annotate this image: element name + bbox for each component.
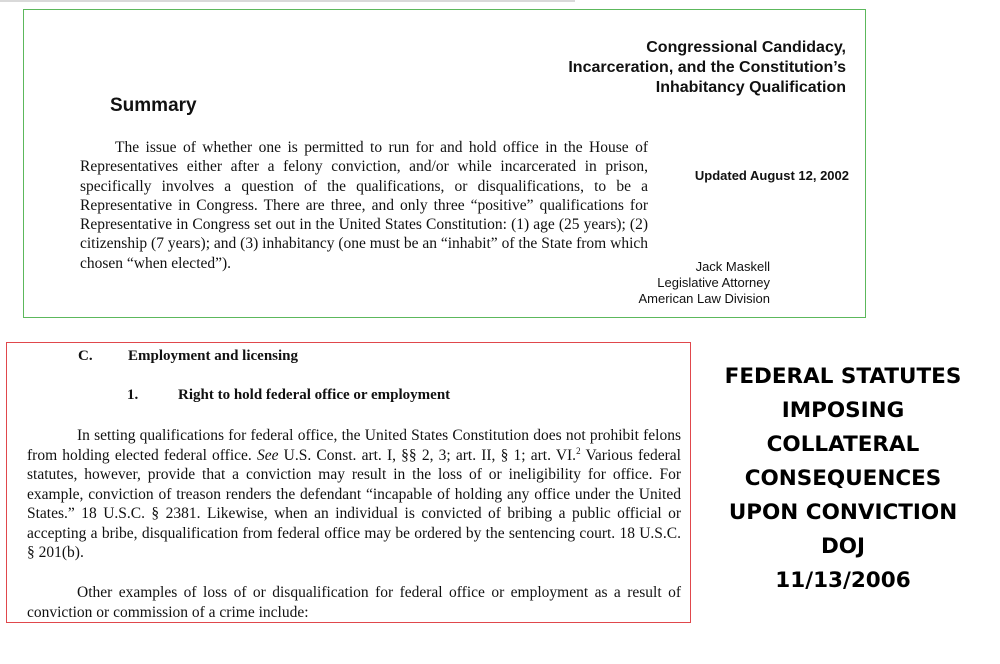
top-divider: [0, 0, 575, 2]
para1-text-a: In setting qualifications for federal office, the United States Constitution does not prohibit felons from holding elected federal office.: [27, 427, 681, 464]
author-block: [639, 259, 771, 307]
see-signal: See: [256, 446, 279, 464]
summary-paragraph: The issue of whether one is permitted to run for and hold office in the House of Representatives either after a felony conviction, and/or while incarcerated in prison, specifically involves a question of the qualifications, or disqualifications, to be a Representative in Congress. There are three, and only three “positive” qualifications for Representative in Congress set out in the United States Constitution: (1) age (25 years); (2) citizenship (7 years); and (3) inhabitancy (one must be an “inhabit” of the State from which chosen “when elected”).: [80, 139, 648, 272]
caption-line: COLLATERAL: [766, 432, 920, 457]
summary-heading: Summary: [110, 95, 197, 116]
constitution-citation: U.S. Const. art. I, §§ 2, 3; art. II, § 1; art. VI.: [283, 446, 577, 464]
caption-line: UPON CONVICTION: [728, 500, 958, 525]
section-title: Employment and licensing: [128, 348, 299, 364]
caption-line: CONSEQUENCES: [744, 466, 942, 491]
author-name: Jack Maskell: [695, 259, 770, 274]
caption-date: 11/13/2006: [775, 568, 911, 593]
statutes-paragraph: [27, 426, 681, 563]
doj-document-excerpt: [6, 342, 691, 623]
examples-paragraph: Other examples of loss of or disqualification for federal office or employment as a result of conviction or commission of a crime include:: [27, 584, 681, 621]
crs-report-excerpt: [23, 9, 866, 318]
section-letter: C.: [78, 348, 93, 364]
updated-date: Updated August 12, 2002: [694, 168, 849, 183]
caption-line: FEDERAL STATUTES: [724, 364, 962, 389]
caption-line: DOJ: [820, 534, 866, 559]
subsection-title: Right to hold federal office or employment: [178, 387, 451, 403]
author-title: Legislative Attorney: [657, 275, 770, 290]
report-title: Congressional Candidacy, Incarceration, and the Constitution’s Inhabitancy Qualification: [568, 39, 846, 96]
doj-caption: [712, 360, 974, 598]
author-division: American Law Division: [638, 291, 770, 306]
caption-line: IMPOSING: [781, 398, 905, 423]
para1-text-b: Various federal statutes, however, provide that a conviction may result in the loss of or ineligibility for office. For example, conviction of treason renders the defendant “incapable of holding any office under the United States.” 18 U.S.C. § 2381. Likewise, when an individual is convicted of bribing a public official or accepting a bribe, disqualification from federal office may be ordered by the sentencing court. 18 U.S.C. § 201(b).: [27, 446, 681, 561]
footnote-marker: 2: [576, 445, 581, 456]
subsection-number: 1.: [127, 387, 139, 403]
